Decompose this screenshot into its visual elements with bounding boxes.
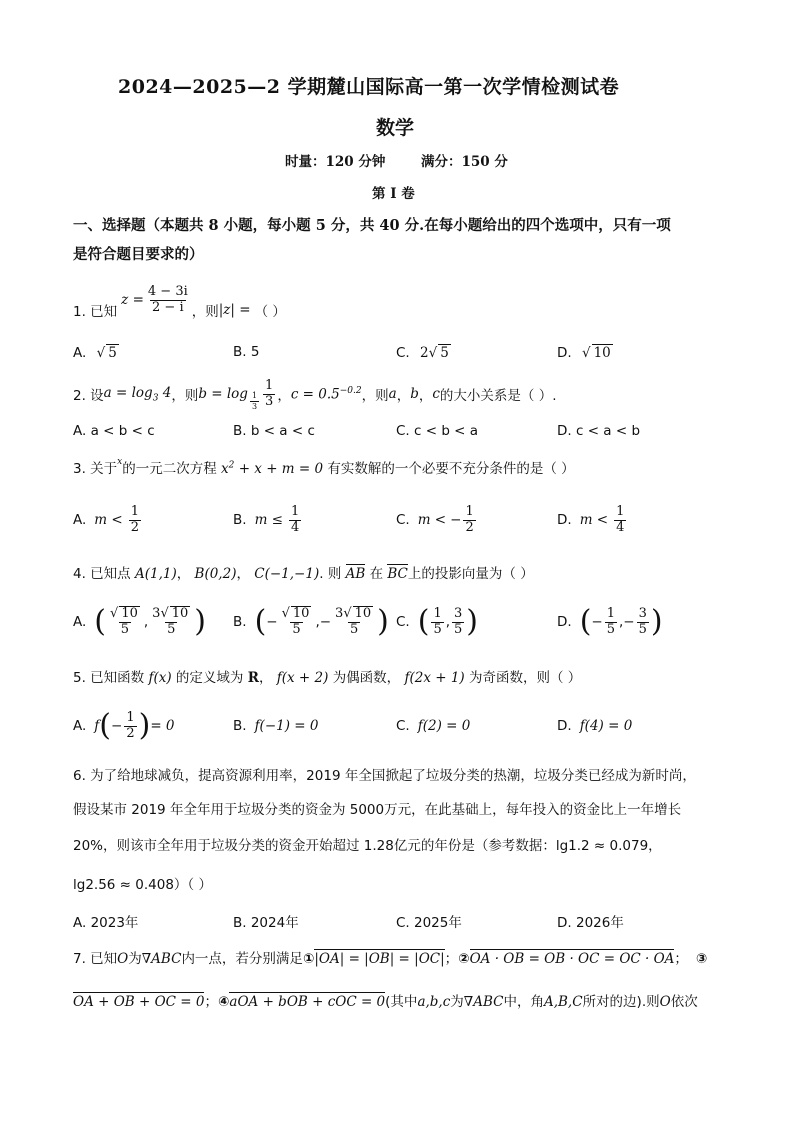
q7-text: 为 [450,994,464,1010]
question-2-stem [73,374,557,414]
q2-option-b: B. b < a < c [233,423,315,439]
q2-text: ， [418,388,433,404]
q1-denominator: 2 − i [152,299,184,315]
q3-text: 的一元二次方程 [122,461,217,477]
q7-point-o: O [117,951,129,967]
q2-text: 的大小关系是（ ）. [439,388,557,404]
q4-option-b: B. ( − $\frac{√ 10}{5}$ , − $\frac{3√ 10}{5}$ ) [233,604,389,639]
q5-text: 的定义域为 [175,670,244,686]
q1-option-d-label: D. [557,345,572,361]
full-score: 满分：150 分 [421,154,508,170]
question-7-line2 [73,990,698,1010]
question-7-line1 [73,947,707,967]
q5-text: 5. 已知函数 [73,670,145,686]
q1-a-radicand: 5 [108,345,117,361]
q3-option-c: C. m < − $\frac{1}{2}$ [396,503,474,535]
q1-option-c [396,344,451,361]
q5-option-a: A. f ( − $\frac{1}{2}$ ) = 0 [73,708,175,743]
q1-d-radicand: 10 [593,345,611,361]
q7-text: ； [444,951,459,967]
q7-text: 依次 [670,994,698,1010]
q4-option-d: D. ( − $\frac{1}{5}$ , − $\frac{3}{5}$ ) [557,604,663,639]
q1-number: 1. 已知 [73,304,118,320]
q2-text: 2. 设 [73,388,104,404]
q4-option-c: C. ( $\frac{1}{5}$ , $\frac{3}{5}$ ) [396,604,479,639]
q7-cond2: OA · OB = OB · OC = OC · OA [469,951,675,967]
q1-option-a [73,344,119,361]
q4-vector-ab: AB [345,566,366,582]
q5-fx: f(x) [148,670,172,686]
q5-option-b: B. f(−1) = 0 [233,718,319,734]
q7-cond4: aOA + bOB + cOC = 0 [229,994,386,1010]
q2-a-expr: $a = \log_3 4$ [103,384,172,404]
q2-b-base: $\frac{1}{3}$ [251,391,258,411]
q6-option-b: B. 2024年 [233,915,299,931]
q7-text: 内一点，若分别满足 [181,951,303,967]
q1-fraction [146,285,190,316]
q1-option-b: B. 5 [233,344,260,360]
q4-text: 4. 已知点 [73,566,131,582]
q7-cond1-marker: ① [302,951,315,967]
q2-var-b: b [410,386,419,402]
question-6-line1: 6. 为了给地球减负，提高资源利用率，2019 年全国掀起了垃圾分类的热潮，垃圾分类已经成为新时尚， [73,768,696,784]
q2-var-c: c [432,386,440,402]
q7-text: 所对的边).则 [582,994,660,1010]
q2-option-c: C. c < b < a [396,423,479,439]
q7-triangle: ∇ABC [463,994,504,1010]
question-5-stem [73,666,581,686]
q6-option-c: C. 2025年 [396,915,462,931]
q7-cond3-marker: ③ [695,951,708,967]
question-6-line2: 假设某市 2019 年全年用于垃圾分类的资金为 5000万元，在此基础上，每年投入的资金比上一年增长 [73,802,682,818]
q4-point-c: C(−1,−1) [254,566,320,582]
q1-option-c-label: C. [396,345,410,361]
q5-option-d: D. f(4) = 0 [557,718,633,734]
q7-sides: a,b,c [417,994,451,1010]
q3-text: 有实数解的一个必要不充分条件的是（ ） [327,461,575,477]
q3-text: 3. 关于 [73,461,118,477]
q5-reals: R [247,670,259,686]
q5-text: ， [258,670,273,686]
q7-angles: A,B,C [543,994,583,1010]
q2-text: ，则 [361,388,389,404]
q4-point-b: B(0,2) [194,566,237,582]
q5-f1: f(x + 2) [276,670,329,686]
q2-b-expr: b = log [198,386,248,402]
q3-equation: $x^2 + x + m = 0$ [221,460,324,477]
q7-text: 中，角 [503,994,544,1010]
sqrt-icon: √ [428,345,438,361]
q1-c-coef: 2 [420,345,429,361]
q3-option-a: A. m < $\frac{1}{2}$ [73,503,139,535]
question-3-stem [73,457,575,477]
q2-text: ， [277,388,291,404]
q1-z-eq: z = [121,292,144,308]
q4-vector-bc: BC [387,566,408,582]
question-6-line4: lg2.56 ≈ 0.408）（ ） [73,877,212,893]
q6-option-d: D. 2026年 [557,915,624,931]
q3-option-b: B. m ≤ $\frac{1}{4}$ [233,503,300,535]
q1-then: ，则 [191,304,219,320]
q1-numerator: 4 − 3i [147,283,188,299]
q2-text: ，则 [171,388,199,404]
q5-text: 为偶函数， [332,670,401,686]
q5-f2: f(2x + 1) [404,670,465,686]
q7-text: ； [674,951,688,967]
q2-text: ， [396,388,411,404]
q5-text: 为奇函数，则（ ） [469,670,582,686]
time-limit: 时量：120 分钟 [285,154,386,170]
q2-var-a: a [388,386,397,402]
exam-title: 2024—2025—2 学期麓山国际高一第一次学情检测试卷 [118,76,620,98]
q4-options [0,597,794,647]
q4-point-a: A(1,1) [134,566,177,582]
q2-option-d: D. c < a < b [557,423,641,439]
section-heading-line1: 一、选择题（本题共 8 小题，每小题 5 分，共 40 分.在每小题给出的四个选项中，只有一项 [73,217,671,234]
section-heading-line2: 是符合题目要求的） [73,246,204,263]
q7-cond1: |OA| = |OB| = |OC| [314,951,445,967]
q3-var: x [117,457,123,467]
q1-option-d [557,344,613,361]
question-6-line3: 20%，则该市全年用于垃圾分类的资金开始超过 1.28亿元的年份是（参考数据：lg1.2 ≈ 0.079， [73,838,662,854]
q7-cond4-marker: ④ [217,994,230,1010]
q6-option-a: A. 2023年 [73,915,139,931]
q7-triangle: ∇ABC [141,951,182,967]
volume-label: 第 I 卷 [372,186,415,202]
q1-paren: （ ） [254,304,286,320]
sqrt-icon: √ [96,345,106,361]
q4-text: 在 [369,566,384,582]
q4-text: . 则 [319,566,342,582]
q1-option-a-label: A. [73,345,87,361]
question-1-stem [73,278,286,322]
q1-abs-z: |z| = [218,302,251,318]
q7-cond3: OA + OB + OC = 0 [73,994,205,1010]
question-4-stem: 4. 已知点 A(1,1)， B(0,2)， C(−1,−1). 则 AB 在 BC上的投影向量为（ ） [73,566,534,582]
q4-text: 上的投影向量为（ ） [407,566,534,582]
q7-point-o: O [659,994,671,1010]
q5-options [0,706,794,746]
q5-option-c: C. f(2) = 0 [396,718,471,734]
q4-option-a: A. ( $\frac{√ 10}{5}$ , $\frac{3√ 10}{5}$ ) [73,604,206,639]
q7-text: 7. 已知 [73,951,118,967]
q7-text: (其中 [385,994,418,1010]
q7-text: 为 [128,951,142,967]
q2-b-frac: $\frac{1}{3}$ [265,377,274,409]
q1-c-radicand: 5 [440,345,449,361]
q3-option-d: D. m < $\frac{1}{4}$ [557,503,625,535]
q7-text: ； [204,994,218,1010]
q2-option-a: A. a < b < c [73,423,155,439]
subject-heading: 数学 [376,117,415,139]
sqrt-icon: √ [581,345,591,361]
q7-cond2-marker: ② [458,951,470,967]
q2-c-expr: $c = 0.5^{-0.2}$ [290,385,362,403]
q3-options [0,498,794,542]
